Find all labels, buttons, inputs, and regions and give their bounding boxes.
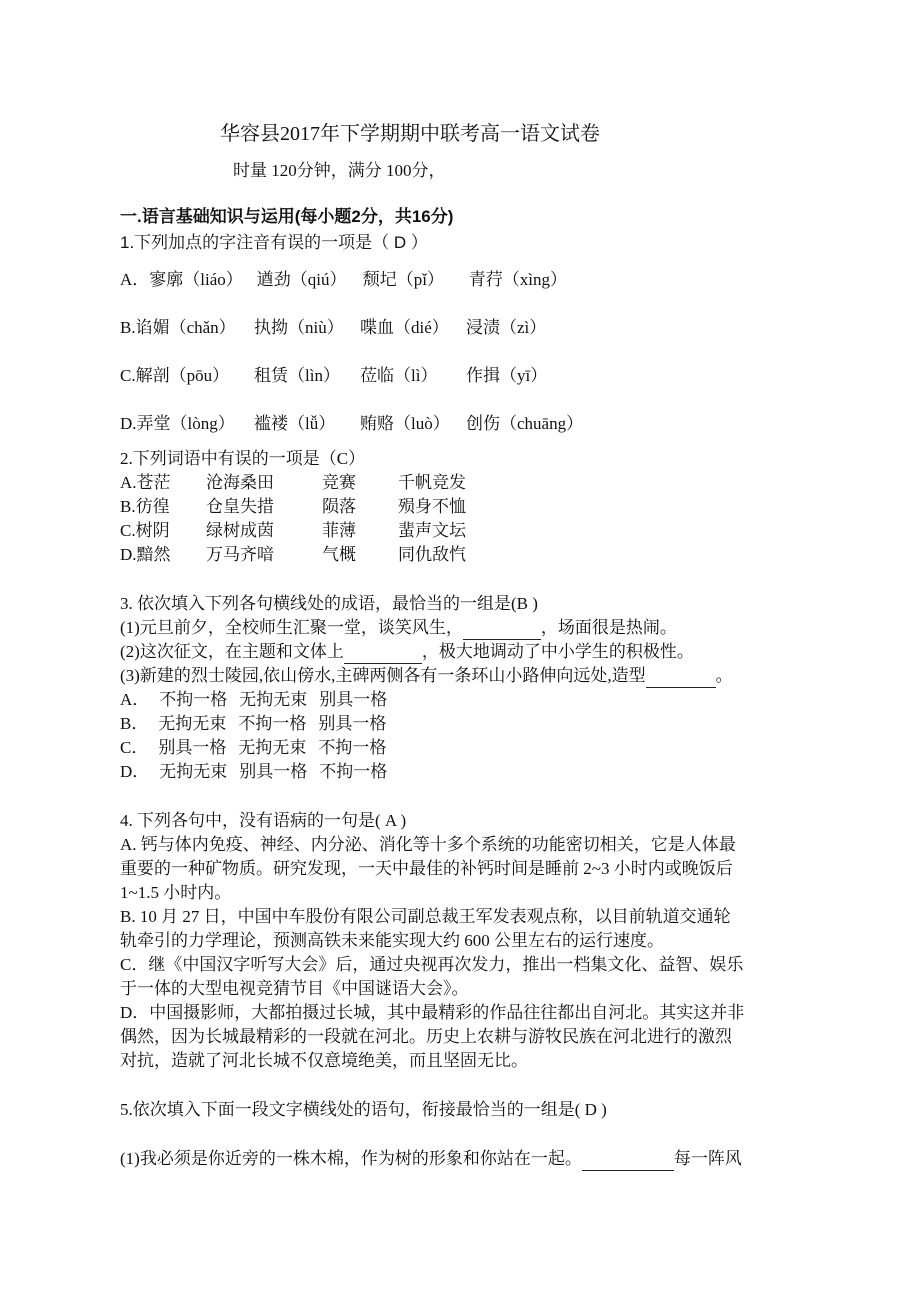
q2-option-cell: A.苍茫: [120, 473, 171, 492]
q5-sentence-1-start: (1)我必须是你近旁的一株木棉，作为树的形象和你站在一起。: [120, 1149, 582, 1168]
q3-option-cell: 不拘一格: [318, 738, 387, 757]
q4-line: A. 钙与体内免疫、神经、内分泌、消化等十多个系统的功能密切相关，它是人体最: [120, 835, 736, 854]
q3-sentence-1: [120, 616, 677, 640]
exam-subtitle: 时量 120分钟，满分 100分，: [233, 161, 446, 180]
q1-option-cell: B.谄媚（chǎn）: [120, 318, 236, 337]
q2-option-row: [120, 543, 478, 567]
q1-option-cell: 贿赂（luò）: [360, 414, 450, 433]
q4-stem: 4. 下列各句中，没有语病的一句是( A ): [120, 811, 407, 830]
q2-option-cell: 气概: [322, 545, 356, 564]
q3-option-cell: 不拘一格: [319, 762, 388, 781]
q4-line: 偶然，因为长城最精彩的一段就在河北。历史上农耕与游牧民族在河北进行的激烈: [120, 1027, 732, 1046]
q1-option-cell: 莅临（lì）: [360, 366, 438, 385]
q1-option-row: [120, 364, 566, 388]
answer-blank: [344, 646, 422, 664]
q1-option-cell: 褴褛（lǚ）: [254, 414, 336, 433]
q3-option-cell: 不拘一格: [238, 714, 307, 733]
q3-option-cell: 无拘无束: [158, 714, 227, 733]
q1-option-cell: 作揖（yī）: [466, 366, 548, 385]
q2-option-cell: D.黯然: [120, 545, 171, 564]
q2-option-cell: 同仇敌忾: [398, 545, 466, 564]
q5-sentence-1-end: 每一阵风: [673, 1149, 742, 1168]
q2-option-cell: 菲薄: [322, 521, 356, 540]
q1-option-row: [120, 412, 583, 436]
q4-line: C．继《中国汉字听写大会》后，通过央视再次发力，推出一档集文化、益智、娱乐: [120, 955, 744, 974]
section-heading: 一.语言基础知识与运用(每小题2分，共16分): [120, 207, 454, 226]
q1-option-cell: 租赁（lìn）: [254, 366, 340, 385]
q3-sentence-2-start: (2)这次征文，在主题和文体上: [120, 642, 344, 661]
answer-blank: [463, 622, 541, 640]
q1-option-cell: A．寥廓（liáo）: [120, 270, 243, 289]
q3-option-cell: 别具一格: [239, 762, 308, 781]
q2-option-cell: C.树阴: [120, 521, 170, 540]
q1-option-cell: D.弄堂（lòng）: [120, 414, 235, 433]
q1-option-cell: 颓圮（pǐ）: [362, 270, 445, 289]
q1-option-cell: 遒劲（qiú）: [256, 270, 347, 289]
q4-line: D．中国摄影师，大都拍摄过长城，其中最精彩的作品往往都出自河北。其实这并非: [120, 1003, 745, 1022]
q3-option-cell: 别具一格: [158, 738, 227, 757]
q4-line: B. 10 月 27 日，中国中车股份有限公司副总裁王军发表观点称，以目前轨道交通轮: [120, 907, 731, 926]
q2-option-cell: 蜚声文坛: [398, 521, 466, 540]
q5-sentence-1: [120, 1147, 742, 1171]
q2-option-row: [120, 495, 478, 519]
q3-option-cell: 别具一格: [318, 714, 387, 733]
q3-option-cell: 无拘无束: [159, 762, 228, 781]
q2-option-cell: 沧海桑田: [206, 473, 274, 492]
q3-option-row: [120, 688, 389, 712]
q2-option-cell: 千帆竞发: [398, 473, 466, 492]
q3-option-cell: 无拘无束: [238, 738, 307, 757]
q3-sentence-3-end: 。: [715, 666, 733, 685]
q3-sentence-2: [120, 640, 694, 664]
q4-line: 对抗，造就了河北长城不仅意境绝美，而且坚固无比。: [120, 1051, 528, 1070]
q4-line: 1~1.5 小时内。: [120, 883, 232, 902]
q2-option-cell: 万马齐喑: [206, 545, 274, 564]
q3-option-cell: C．: [120, 738, 149, 757]
q3-sentence-1-end: ，场面很是热闹。: [540, 618, 677, 637]
q3-sentence-1-start: (1)元旦前夕，全校师生汇聚一堂，谈笑风生，: [120, 618, 463, 637]
q2-option-cell: 陨落: [322, 497, 356, 516]
q2-option-cell: 绿树成茵: [206, 521, 274, 540]
q1-option-cell: 青荇（xìng）: [468, 270, 568, 289]
q1-option-cell: 喋血（dié）: [360, 318, 449, 337]
q3-stem: 3. 依次填入下列各句横线处的成语，最恰当的一组是(B ): [120, 594, 538, 613]
q3-option-cell: 别具一格: [319, 690, 388, 709]
q2-stem: 2.下列词语中有误的一项是（C）: [120, 449, 366, 468]
q2-option-cell: 仓皇失措: [206, 497, 274, 516]
q1-option-cell: 创伤（chuāng）: [466, 414, 584, 433]
q3-option-cell: 无拘无束: [239, 690, 308, 709]
q3-option-cell: 不拘一格: [159, 690, 228, 709]
q5-stem: 5.依次填入下面一段文字横线处的语句，衔接最恰当的一组是( D ): [120, 1100, 607, 1119]
q3-option-row: [120, 736, 388, 760]
q2-option-cell: B.彷徨: [120, 497, 170, 516]
q3-option-row: [120, 712, 388, 736]
q1-option-row: [120, 316, 566, 340]
answer-blank: [582, 1153, 674, 1171]
q1-option-cell: 执拗（niù）: [254, 318, 344, 337]
q3-sentence-3-start: (3)新建的烈士陵园,依山傍水,主碑两侧各有一条环山小路伸向远处,造型: [120, 666, 646, 685]
q4-line: 轨牵引的力学理论，预测高铁未来能实现大约 600 公里左右的运行速度。: [120, 931, 664, 950]
q4-line: 于一体的大型电视竞猜节目《中国谜语大会》。: [120, 979, 469, 998]
q1-stem: 1.下列加点的字注音有误的一项是（ D ）: [120, 233, 428, 252]
q3-option-cell: D．: [120, 762, 150, 781]
q1-option-row: [120, 268, 569, 292]
q1-option-cell: 浸渍（zì）: [466, 318, 547, 337]
q3-option-cell: B．: [120, 714, 149, 733]
answer-blank: [646, 670, 716, 688]
q4-line: 重要的一种矿物质。研究发现，一天中最佳的补钙时间是睡前 2~3 小时内或晚饭后: [120, 859, 733, 878]
q2-option-row: [120, 519, 478, 543]
q2-option-row: [120, 471, 478, 495]
q3-option-cell: A．: [120, 690, 150, 709]
exam-title: 华容县2017年下学期期中联考高一语文试卷: [220, 123, 600, 145]
q3-sentence-2-end: ，极大地调动了中小学生的积极性。: [421, 642, 694, 661]
q2-option-cell: 竞赛: [322, 473, 356, 492]
q1-option-cell: C.解剖（pōu）: [120, 366, 230, 385]
q2-option-cell: 殒身不恤: [398, 497, 466, 516]
q3-sentence-3: [120, 664, 733, 688]
q3-option-row: [120, 760, 389, 784]
